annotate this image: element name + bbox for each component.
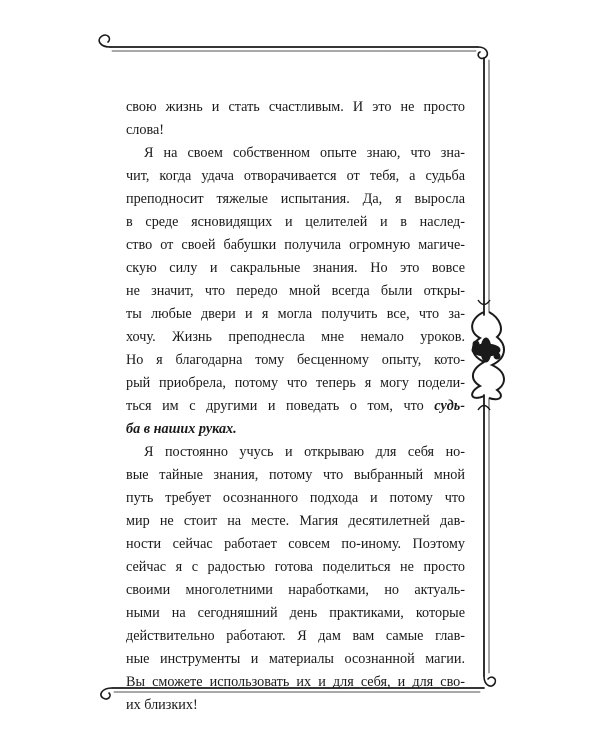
body-text (126, 96, 465, 717)
text-line: скую силу и сакральные знания. Но это вовсе (126, 260, 465, 276)
text-line: мир не стоит на месте. Магия десятилетней дав- (126, 513, 465, 529)
text-line: Но я благодарна тому бесценному опыту, кото- (126, 352, 465, 368)
text-line: слова! (126, 122, 165, 138)
text-line: не значит, что передо мной всегда были откры- (126, 283, 465, 299)
text-line: рый приобрела, потому что теперь я могу подели- (126, 375, 465, 391)
text-line: ными на сегодняшний день практиками, которые (126, 605, 465, 621)
text-line: ство от своей бабушки получила огромную магиче- (126, 237, 465, 253)
side-ornament (472, 300, 504, 410)
text-line: Вы сможете использовать их и для себя, и для сво- (126, 674, 465, 690)
text-line: сейчас я с радостью готова поделиться не просто (126, 559, 465, 575)
text-line: действительно работают. Я дам вам самые глав- (126, 628, 465, 644)
text-line: в среде ясновидящих и целителей и в наслед- (126, 214, 465, 230)
text-line: их близких! (126, 697, 198, 713)
text-line: вые тайные знания, потому что выбранный мной (126, 467, 465, 483)
paragraph-3 (126, 441, 465, 717)
text-line: хочу. Жизнь преподнесла мне немало уроков. (126, 329, 465, 345)
text-line: Я постоянно учусь и открываю для себя но- (144, 444, 465, 460)
text-line: свою жизнь и стать счастливым. И это не просто (126, 99, 465, 115)
emphasis-text: ба в наших руках. (126, 421, 237, 437)
text-line: преподносит тяжелые испытания. Да, я выросла (126, 191, 465, 207)
text-line: чит, когда удача отворачивается от тебя, а судьба (126, 168, 465, 184)
text-line: ности сейчас работает совсем по-иному. Поэтому (126, 536, 465, 552)
text-fragment: ться им с другими и поведать о том, что (126, 398, 424, 414)
text-line: ные инструменты и материалы осознанной магии. (126, 651, 465, 667)
paragraph-1 (126, 96, 465, 142)
text-line: своими многолетними наработками, но актуаль- (126, 582, 465, 598)
text-line: Я на своем собственном опыте знаю, что зна- (144, 145, 465, 161)
text-line: ты любые двери и я могла получить все, что за- (126, 306, 465, 322)
paragraph-2 (126, 142, 465, 441)
text-line-with-emphasis (126, 395, 465, 418)
emphasis-text: судь- (434, 398, 465, 414)
text-line: путь требует осознанного подхода и потому что (126, 490, 465, 506)
